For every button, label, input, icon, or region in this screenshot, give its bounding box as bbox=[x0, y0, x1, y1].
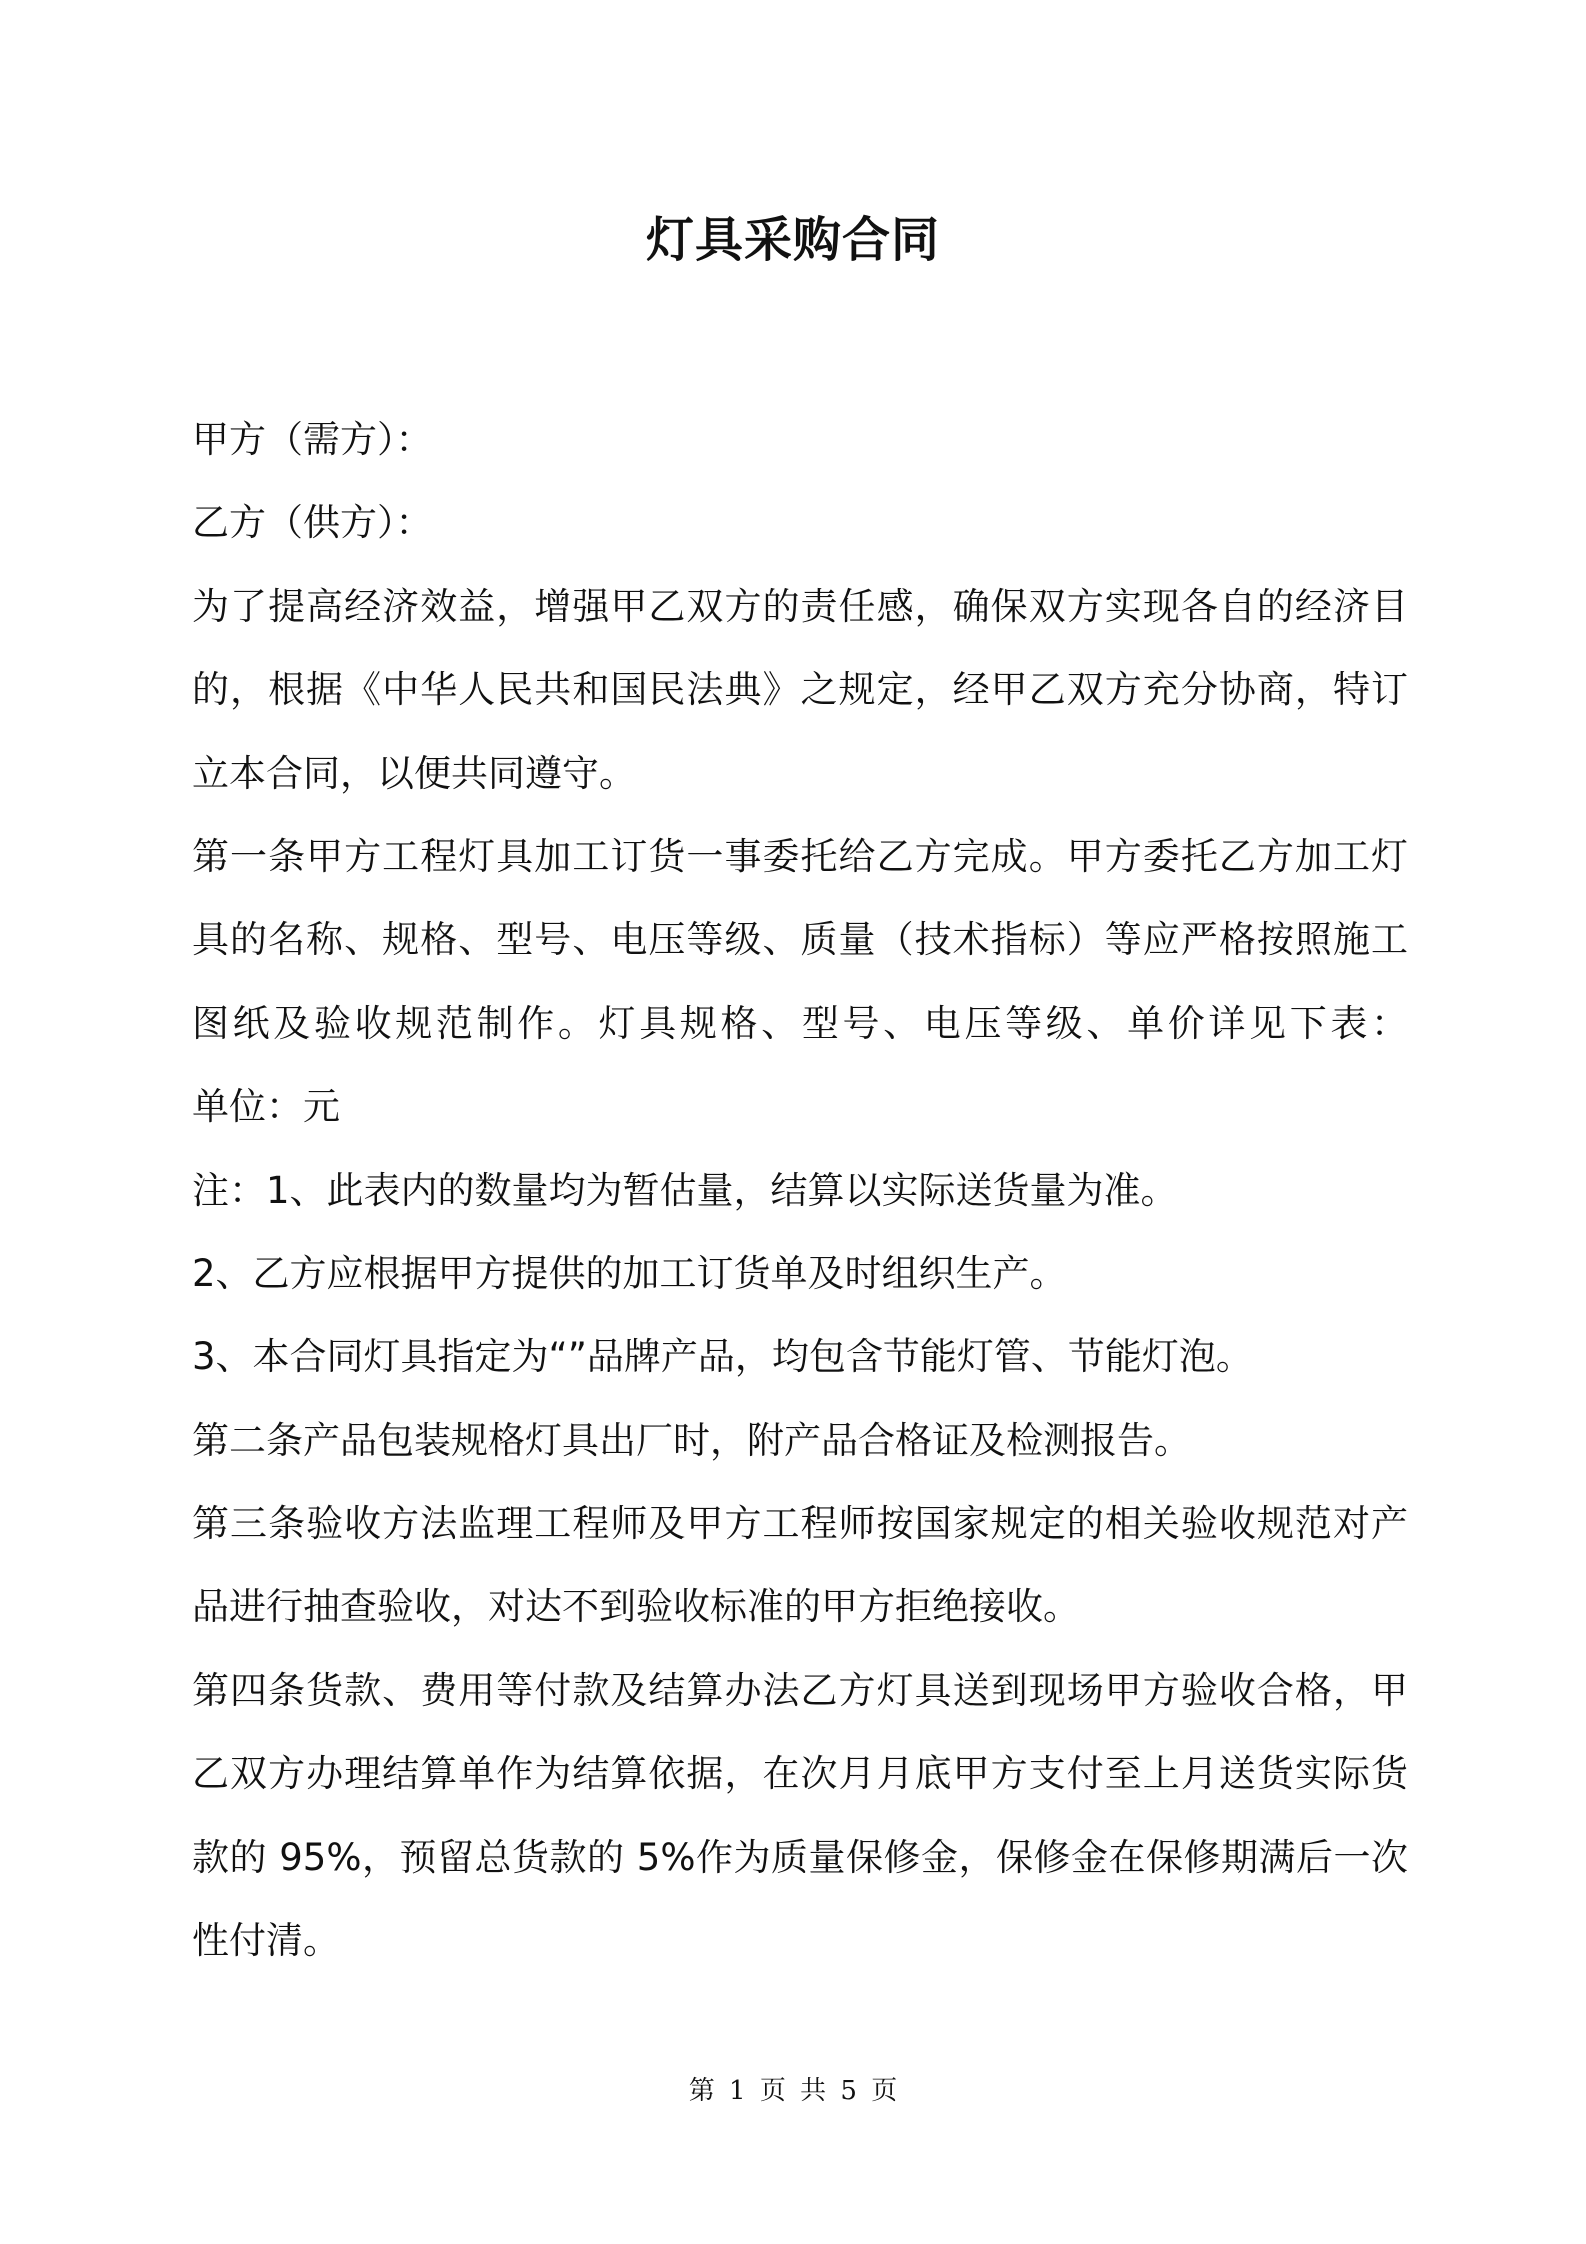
document-body bbox=[192, 398, 1408, 1982]
paragraph-line: 的，根据《中华人民共和国民法典》之规定，经甲乙双方充分协商，特订 bbox=[192, 668, 1408, 712]
paragraph-line: 第二条产品包装规格灯具出厂时，附产品合格证及检测报告。 bbox=[192, 1418, 1191, 1462]
paragraph-line: 具的名称、规格、型号、电压等级、质量（技术指标）等应严格按照施工 bbox=[192, 918, 1408, 962]
page-footer: 第 1 页 共 5 页 bbox=[688, 2076, 898, 2106]
paragraph-line: 品进行抽查验收，对达不到验收标准的甲方拒绝接收。 bbox=[192, 1585, 1080, 1629]
paragraph-line: 第一条甲方工程灯具加工订货一事委托给乙方完成。甲方委托乙方加工灯 bbox=[192, 834, 1408, 878]
document-title: 灯具采购合同 bbox=[645, 212, 940, 268]
paragraph-line: 3、本合同灯具指定为“”品牌产品，均包含节能灯管、节能灯泡。 bbox=[192, 1335, 1253, 1379]
paragraph-line: 款的 95%，预留总货款的 5%作为质量保修金，保修金在保修期满后一次 bbox=[192, 1835, 1408, 1879]
paragraph-line: 立本合同，以便共同遵守。 bbox=[192, 751, 636, 795]
paragraph-line: 图纸及验收规范制作。灯具规格、型号、电压等级、单价详见下表： bbox=[192, 1001, 1408, 1045]
paragraph-line: 甲方（需方）： bbox=[192, 418, 433, 461]
paragraph-line: 第三条验收方法监理工程师及甲方工程师按国家规定的相关验收规范对产 bbox=[192, 1502, 1408, 1546]
paragraph-line: 乙方（供方）： bbox=[192, 501, 433, 545]
paragraph-line: 为了提高经济效益，增强甲乙双方的责任感，确保双方实现各自的经济目 bbox=[192, 584, 1408, 628]
paragraph-line: 性付清。 bbox=[192, 1919, 340, 1963]
paragraph-line: 单位：元 bbox=[192, 1085, 340, 1129]
paragraph-line: 2、乙方应根据甲方提供的加工订货单及时组织生产。 bbox=[192, 1251, 1067, 1295]
paragraph-line: 注：1、此表内的数量均为暂估量，结算以实际送货量为准。 bbox=[192, 1168, 1178, 1212]
paragraph-line: 乙双方办理结算单作为结算依据，在次月月底甲方支付至上月送货实际货 bbox=[192, 1752, 1408, 1796]
paragraph-line: 第四条货款、费用等付款及结算办法乙方灯具送到现场甲方验收合格，甲 bbox=[192, 1668, 1408, 1712]
